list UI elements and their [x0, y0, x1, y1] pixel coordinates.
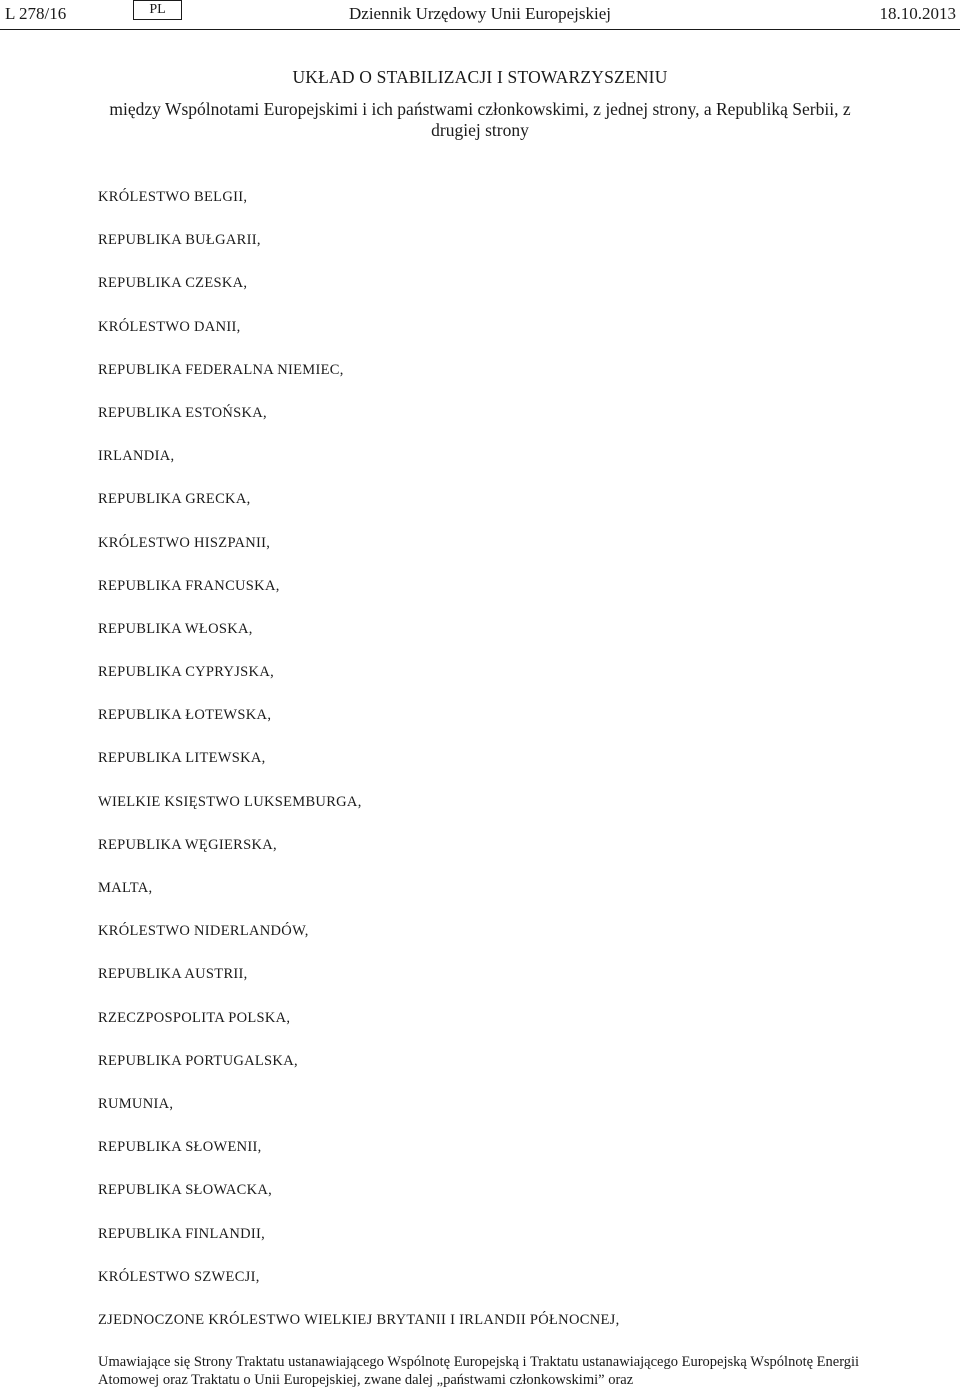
publication-date: 18.10.2013 — [879, 4, 956, 23]
party-item: REPUBLIKA GRECKA, — [98, 491, 251, 508]
party-item: REPUBLIKA AUSTRII, — [98, 966, 248, 983]
party-item: KRÓLESTWO HISZPANII, — [98, 534, 271, 551]
party-item: MALTA, — [98, 880, 153, 896]
party-item: RUMUNIA, — [98, 1095, 174, 1112]
header-divider — [0, 29, 960, 30]
party-item: REPUBLIKA SŁOWENII, — [98, 1139, 262, 1156]
party-item: KRÓLESTWO SZWECJI, — [98, 1268, 260, 1285]
party-item: REPUBLIKA WŁOSKA, — [98, 620, 253, 637]
party-item: REPUBLIKA FRANCUSKA, — [98, 577, 280, 594]
party-item: RZECZPOSPOLITA POLSKA, — [98, 1009, 291, 1026]
party-item: REPUBLIKA CYPRYJSKA, — [98, 664, 275, 681]
party-item: REPUBLIKA WĘGIERSKA, — [98, 836, 277, 853]
party-item: REPUBLIKA ESTOŃSKA, — [98, 404, 267, 421]
party-item: REPUBLIKA BUŁGARII, — [98, 232, 261, 249]
party-item: REPUBLIKA LITEWSKA, — [98, 750, 266, 767]
closing-paragraph: Umawiające się Strony Traktatu ustanawiającego Wspólnotę Europejską i Traktatu ustanawiającego Europejską Wspólnotę Energii Atomowej oraz Traktatu o Unii Europejskiej, zwane dalej „państwami członkowskimi” oraz — [98, 1354, 860, 1388]
party-item: REPUBLIKA SŁOWACKA, — [98, 1182, 273, 1199]
party-item: REPUBLIKA FEDERALNA NIEMIEC, — [98, 361, 344, 378]
page-header — [0, 0, 960, 30]
page-reference: L 278/16 — [5, 4, 67, 23]
party-item: WIELKIE KSIĘSTWO LUKSEMBURGA, — [98, 793, 362, 810]
party-item: IRLANDIA, — [98, 448, 175, 465]
journal-title: Dziennik Urzędowy Unii Europejskiej — [349, 4, 612, 23]
party-item: REPUBLIKA PORTUGALSKA, — [98, 1052, 298, 1069]
parties-list — [98, 187, 620, 1353]
language-badge: PL — [133, 0, 182, 20]
party-item: REPUBLIKA CZESKA, — [98, 275, 248, 292]
party-item: KRÓLESTWO NIDERLANDÓW, — [98, 923, 309, 940]
party-item: ZJEDNOCZONE KRÓLESTWO WIELKIEJ BRYTANII I IRLANDII PÓŁNOCNEJ, — [98, 1311, 620, 1328]
party-item: REPUBLIKA FINLANDII, — [98, 1225, 266, 1242]
party-item: KRÓLESTWO DANII, — [98, 318, 241, 335]
party-item: KRÓLESTWO BELGII, — [98, 189, 248, 205]
document-subtitle: między Wspólnotami Europejskimi i ich państwami członkowskimi, z jednej strony, a Republiką Serbii, z drugiej strony — [109, 99, 851, 140]
party-item: REPUBLIKA ŁOTEWSKA, — [98, 707, 272, 724]
document-title: UKŁAD O STABILIZACJI I STOWARZYSZENIU — [292, 67, 668, 87]
